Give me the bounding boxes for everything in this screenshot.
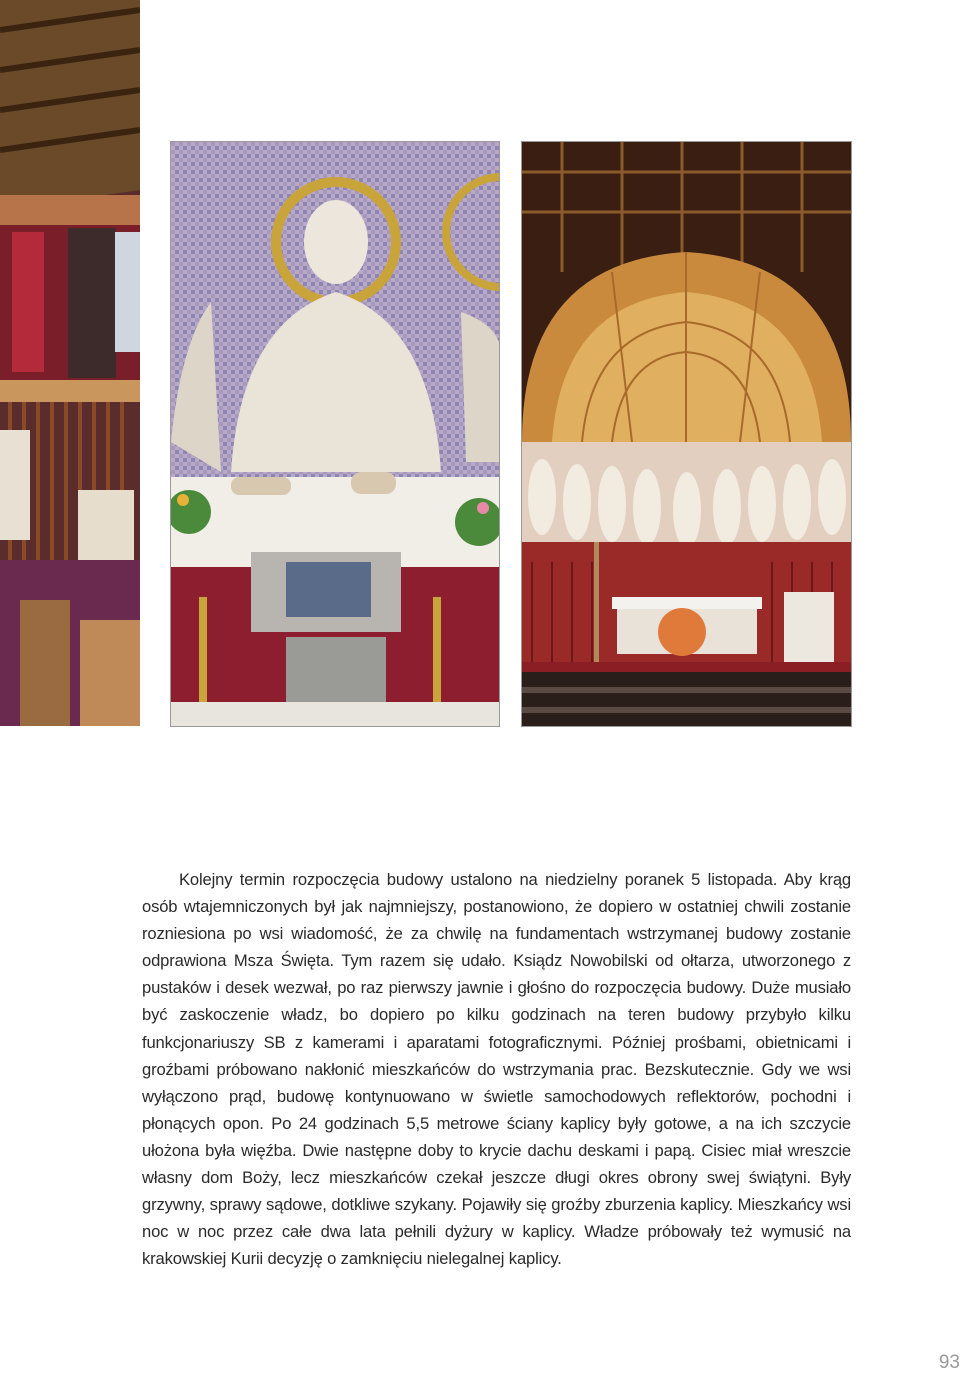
page-number: 93 [938, 1352, 960, 1373]
article-body [142, 866, 851, 1272]
altar-mosaic-christ-photo [171, 142, 499, 726]
chapel-dome-altar-photo [522, 142, 851, 726]
article-paragraph: Kolejny termin rozpoczęcia budowy ustalono na niedzielny poranek 5 listopada. Aby krąg osób wtajemniczonych był jak najmniejszy, postanowiono, że dopiero w ostatniej chwili zostanie rozniesiona po wsi wiadomość, że za chwilę na fundamentach wstrzymanej budowy zostanie odprawiona Msza Święta. Tym razem się udało. Ksiądz Nowobilski od ołtarza, utworzonego z pustaków i desek wezwał, po raz pierwszy jawnie i głośno do rozpoczęcia budowy. Duże musiało być zaskoczenie władz, bo dopiero po kilku godzinach na teren budowy przybyło kilku funkcjonariuszy SB z kamerami i aparatami fotograficznymi. Później prośbami, obietnicami i groźbami próbowano nakłonić mieszkańców do wstrzymania prac. Bezskutecznie. Gdy we wsi wyłączono prąd, budowę kontynuowano w świetle samochodowych reflektorów, pochodni i płonących opon. Po 24 godzinach 5,5 metrowe ściany kaplicy były gotowe, a na ich szczycie ułożona była więźba. Dwie następne doby to krycie dachu deskami i papą. Cisiec miał wreszcie własny dom Boży, lecz mieszkańców czekał jeszcze długi okres obrony swej świątyni. Były grzywny, sprawy sądowe, dotkliwe szykany. Pojawiły się groźby zburzenia kaplicy. Mieszkańcy wsi noc w noc przez całe dwa lata pełnili dyżury w kaplicy. Władze próbowały też wymusić na krakowskiej Kurii decyzję o zamknięciu nielegalnej kaplicy. [142, 870, 851, 1269]
chapel-interior-wood-photo [0, 0, 140, 726]
